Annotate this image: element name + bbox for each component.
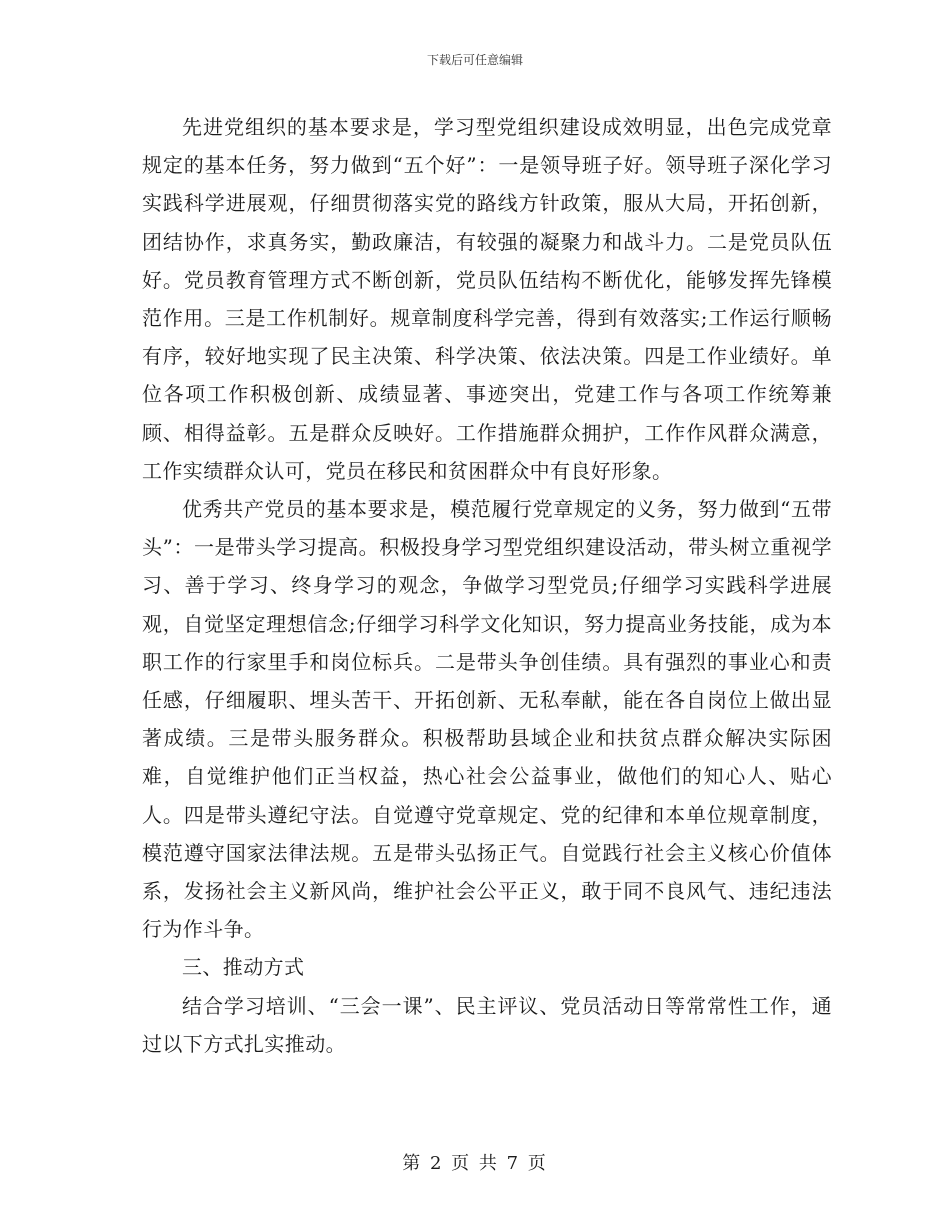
paragraph-advanced-party-organization: 先进党组织的基本要求是，学习型党组织建设成效明显，出色完成党章规定的基本任务，努力做到“五个好”：一是领导班子好。领导班子深化学习实践科学进展观，仔细贯彻落实党的路线方针政策，服从大局，开拓创新，团结协作，求真务实，勤政廉洁，有较强的凝聚力和战斗力。二是党员队伍好。党员教育管理方式不断创新，党员队伍结构不断优化，能够发挥先锋模范作用。三是工作机制好。规章制度科学完善，得到有效落实;工作运行顺畅有序，较好地实现了民主决策、科学决策、依法决策。四是工作业绩好。单位各项工作积极创新、成绩显著、事迹突出，党建工作与各项工作统筹兼顾、相得益彰。五是群众反映好。工作措施群众拥护，工作作风群众满意，工作实绩群众认可，党员在移民和贫困群众中有良好形象。 (142, 115, 832, 483)
section-heading-promotion-methods: 三、推动方式 (182, 955, 305, 980)
paragraph-promotion-methods: 结合学习培训、“三会一课”、民主评议、党员活动日等常常性工作，通过以下方式扎实推动。 (142, 993, 832, 1056)
page-header-note: 下载后可任意编辑 (426, 53, 523, 67)
document-body (142, 108, 832, 1063)
paragraph-excellent-party-member: 优秀共产党员的基本要求是，模范履行党章规定的义务，努力做到“五带头”：一是带头学习提高。积极投身学习型党组织建设活动，带头树立重视学习、善于学习、终身学习的观念，争做学习型党员;仔细学习实践科学进展观，自觉坚定理想信念;仔细学习科学文化知识，努力提高业务技能，成为本职工作的行家里手和岗位标兵。二是带头争创佳绩。具有强烈的事业心和责任感，仔细履职、埋头苦干、开拓创新、无私奉献，能在各自岗位上做出显著成绩。三是带头服务群众。积极帮助县域企业和扶贫点群众解决实际困难，自觉维护他们正当权益，热心社会公益事业，做他们的知心人、贴心人。四是带头遵纪守法。自觉遵守党章规定、党的纪律和本单位规章制度，模范遵守国家法律法规。五是带头弘扬正气。自觉践行社会主义核心价值体系，发扬社会主义新风尚，维护社会公平正义，敢于同不良风气、违纪违法行为作斗争。 (142, 497, 832, 942)
page-number: 第 2 页 共 7 页 (402, 1153, 548, 1174)
